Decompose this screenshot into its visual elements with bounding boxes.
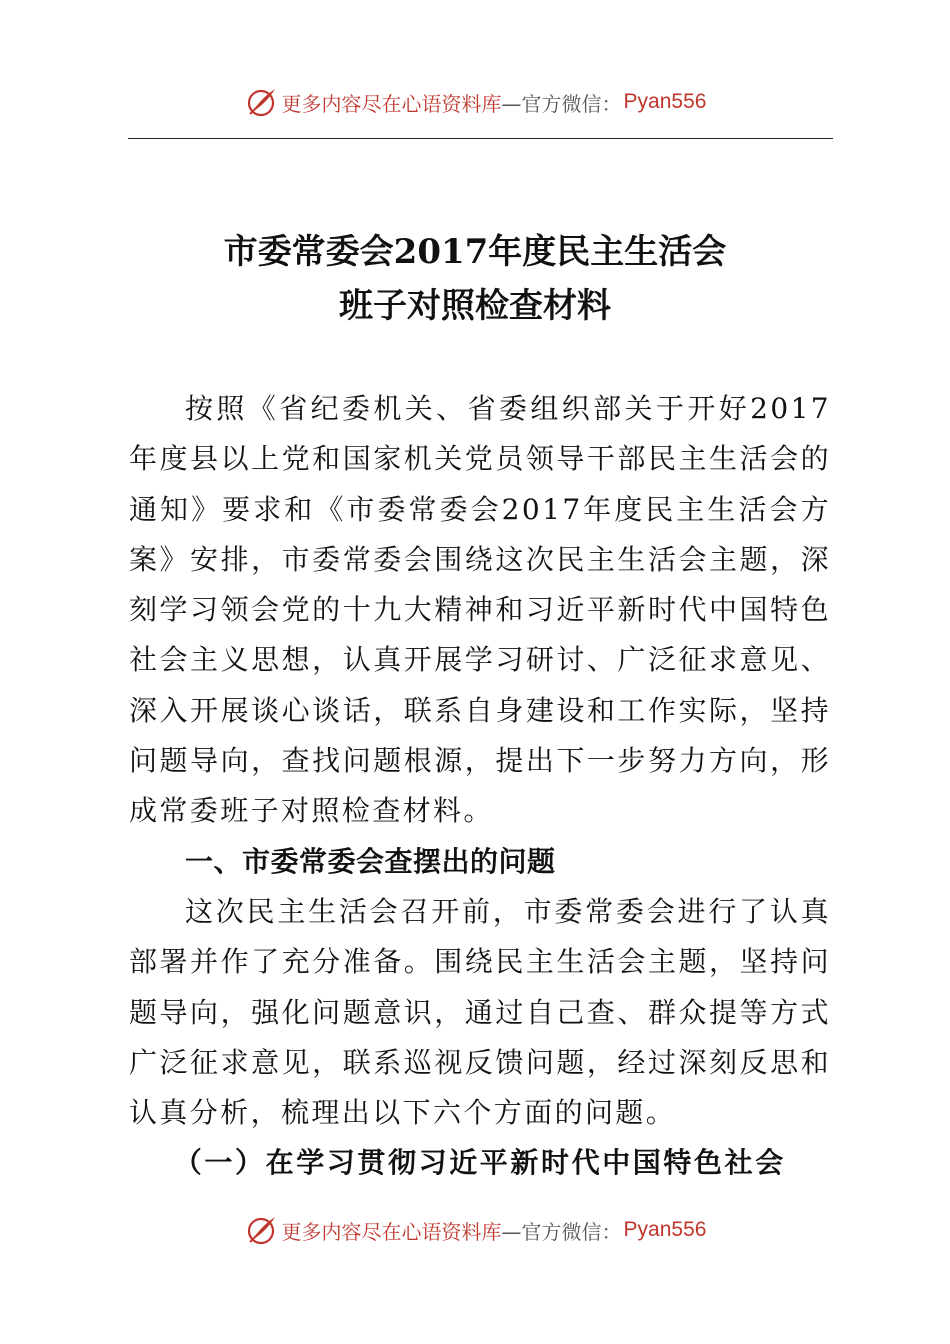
watermark-wechat-id: Pyan556 [623,1218,707,1241]
intro-paragraph: 按照《省纪委机关、省委组织部关于开好2017年度县以上党和国家机关党员领导干部民主生活会的通知》要求和《市委常委会2017年度民主生活会方案》安排，市委常委会围绕这次民主生活会主题，深刻学习领会党的十九大精神和习近平新时代中国特色社会主义思想，认真开展学习研讨、广泛征求意见、深入开展谈心谈话，联系自身建设和工作实际，坚持问题导向，查找问题根源，提出下一步努力方向，形成常委班子对照检查材料。 [129,392,831,828]
watermark-red-text: 更多内容尽在心语资料库 [281,1219,502,1244]
watermark-wechat-id: Pyan556 [623,90,707,113]
watermark-grey-text: —官方微信： [501,91,622,116]
feather-pen-icon [244,85,278,119]
section-heading: 一、市委常委会查摆出的问题 [185,844,556,878]
header-divider [128,138,833,139]
watermark-grey-text: —官方微信： [501,1219,622,1244]
watermark-red-text: 更多内容尽在心语资料库 [281,91,502,116]
footer-watermark [0,1210,950,1250]
section-paragraph: 这次民主生活会召开前，市委常委会进行了认真部署并作了充分准备。围绕民主生活会主题，坚持问题导向，强化问题意识，通过自己查、群众提等方式广泛征求意见，联系巡视反馈问题，经过深刻反思和认真分析，梳理出以下六个方面的问题。 [129,894,831,1130]
document-title-line1: 市委常委会2017年度民主生活会 [223,232,727,272]
document-title-line2: 班子对照检查材料 [339,286,611,326]
header-watermark [0,82,950,122]
document-body [129,384,831,1189]
subsection-heading: （一）在学习贯彻习近平新时代中国特色社会 [173,1146,786,1180]
feather-pen-icon [244,1213,278,1247]
